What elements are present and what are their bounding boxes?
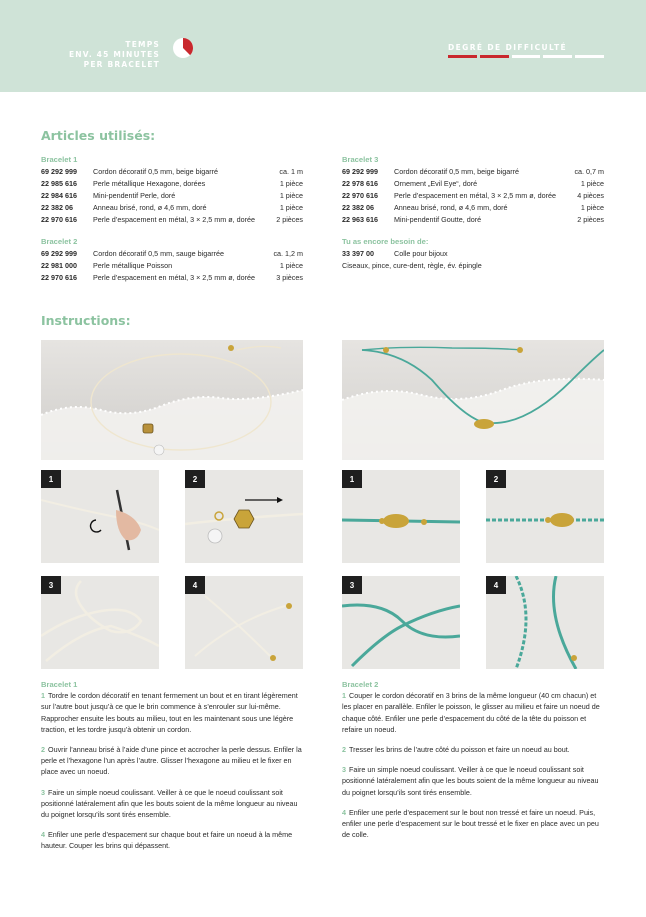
material-description: Cordon décoratif 0,5 mm, sauge bigarrée [93,249,225,258]
material-quantity: ca. 1,2 m [273,249,303,258]
material-quantity: 1 pièce [279,261,303,270]
bracelet2-step2-photo [486,470,604,563]
bracelet1-steps [41,690,303,851]
material-code: 22 970 616 [41,215,77,224]
bracelet2-materials-title: Bracelet 2 [41,237,78,246]
tools-list: Ciseaux, pince, cure-dent, règle, év. épingle [342,261,482,270]
difficulty-segment [512,55,541,58]
material-row [41,202,303,214]
material-description: Cordon décoratif 0,5 mm, beige bigarré [93,167,219,176]
material-description: Anneau brisé, rond, ø 4,6 mm, doré [93,203,207,212]
material-code: 69 292 999 [41,249,77,258]
bracelet2-finished-photo [342,340,604,460]
difficulty-meter [448,55,604,58]
difficulty-segment [543,55,572,58]
bracelet2-steps [342,690,604,840]
material-quantity: 1 pièce [279,191,303,200]
material-code: 22 970 616 [342,191,378,200]
material-code: 69 292 999 [41,167,77,176]
instruction-step [342,764,604,798]
difficulty-segment [575,55,604,58]
step-number-badge: 4 [486,576,506,594]
step-number-badge: 2 [185,470,205,488]
material-code: 22 382 06 [342,203,374,212]
bracelet1-step1-photo [41,470,159,563]
material-description: Cordon décoratif 0,5 mm, beige bigarré [394,167,520,176]
material-quantity: 1 pièce [580,203,604,212]
material-row [41,272,303,284]
material-code: 22 963 616 [342,215,378,224]
step-text: Tresser les brins de l’autre côté du poisson et faire un noeud au bout. [349,745,570,755]
material-code: 22 978 616 [342,179,378,188]
bracelet2-instructions [342,679,604,849]
material-description: Perle métallique Hexagone, dorées [93,179,206,188]
bracelet2-step4-photo [486,576,604,669]
material-quantity: 3 pièces [276,273,303,282]
time-value: ENV. 45 MINUTES [68,50,160,59]
bracelet1-step4-photo [185,576,303,669]
material-code: 22 984 616 [41,191,77,200]
material-row [41,260,303,272]
bracelet1-materials-title: Bracelet 1 [41,155,78,164]
step-text: Tordre le cordon décoratif en tenant fermement un bout et en tirant légèrement sur l’autre bout jusqu’à ce que le brin commence à s’enrouler sur lui-même. Rapprocher ensuite les bouts au milieu, tout en les maintenant sous une légère traction, et les tordre jusqu’à obtenir un cordon. [41,691,298,734]
material-code: 22 970 616 [41,273,77,282]
step-number-badge: 4 [185,576,205,594]
bracelet2-step1-photo [342,470,460,563]
instruction-step [41,744,303,778]
time-unit: PER BRACELET [83,60,160,69]
time-info [69,40,160,70]
bracelet3-materials-list [342,166,604,226]
material-description: Perle métallique Poisson [93,261,173,270]
bracelet2-instructions-title: Bracelet 2 [342,680,379,689]
step-number: 4 [41,830,45,840]
step-number-badge: 1 [342,470,362,488]
material-row [41,248,303,260]
material-code: 69 292 999 [342,167,378,176]
difficulty-segment [480,55,509,58]
material-description: Mini-pendentif Goutte, doré [394,215,482,224]
bracelet1-materials-list [41,166,303,226]
material-description: Ornement „Evil Eye“, doré [394,179,478,188]
difficulty-segment [448,55,477,58]
materials-left-column [41,154,303,284]
clock-icon [172,37,194,59]
materials-title: Articles utilisés: [41,128,156,143]
step-text: Enfiler une perle d’espacement sur chaque bout et faire un noeud à la même hauteur. Couper les brins qui dépassent. [41,830,293,851]
material-quantity: 2 pièces [276,215,303,224]
material-code: 22 382 06 [41,203,73,212]
step-number-badge: 3 [342,576,362,594]
material-row [342,190,604,202]
instruction-step [41,690,303,735]
material-row [342,214,604,226]
step-number: 3 [342,765,346,775]
header-band [0,0,646,92]
bracelet1-instructions-title: Bracelet 1 [41,680,78,689]
step-text: Ouvrir l’anneau brisé à l’aide d’une pince et accrocher la perle dessus. Enfiler la perle et l’hexagone l’un après l’autre. Glisser l’hexagone au milieu et le fixer en place avec un noeud. [41,745,302,777]
material-quantity: 4 pièces [577,191,604,200]
instruction-step [342,807,604,841]
material-row [342,166,604,178]
step-number-badge: 3 [41,576,61,594]
material-row [41,178,303,190]
material-row [342,178,604,190]
material-quantity: ca. 1 m [279,167,303,176]
instruction-step [41,829,303,851]
material-quantity: 1 pièce [279,179,303,188]
material-quantity: 1 pièce [279,203,303,212]
material-row [342,248,604,260]
step-number: 1 [41,691,45,701]
step-number: 1 [342,691,346,701]
step-text: Faire un simple noeud coulissant. Veiller à ce que le noeud coulissant soit positionné latéralement afin que les bouts soient de la même longueur au niveau du poignet lorsqu’ils sont tirés ensemble. [41,787,298,820]
material-row [342,202,604,214]
step-text: Faire un simple noeud coulissant. Veiller à ce que le noeud coulissant soit positionné latéralement afin que les bouts soient de la même longueur au niveau du poignet lorsqu’ils sont tirés ensemble. [342,765,599,797]
instructions-title: Instructions: [41,313,131,328]
material-description: Perle d’espacement en métal, 3 × 2,5 mm ø, dorée [93,273,255,282]
difficulty-label: DEGRÉ DE DIFFICULTÉ [448,43,567,52]
extra-materials-list [342,248,604,260]
material-code: 22 981 000 [41,261,77,270]
step-text: Enfiler une perle d’espacement sur le bout non tressé et faire un noeud. Puis, enfiler une perle d’espacement sur le bout tressé et le fixer en place avec un peu de colle. [342,807,599,840]
bracelet1-step3-photo [41,576,159,669]
material-row [41,190,303,202]
material-row [41,214,303,226]
bracelet1-instructions [41,679,303,861]
step-number: 3 [41,787,45,797]
material-quantity: 1 pièce [580,179,604,188]
bracelet3-materials-title: Bracelet 3 [342,155,379,164]
step-text: Couper le cordon décoratif en 3 brins de la même longueur (40 cm chacun) et les placer en parallèle. Enfiler le poisson, le glisser au milieu et faire un noeud de chaque côté. Enfiler une perle d’espacement du côté de la tête du poisson et refaire un noeud. [342,691,600,734]
instruction-step [342,690,604,735]
extra-materials-title: Tu as encore besoin de: [342,237,429,246]
step-number: 4 [342,807,346,817]
material-row [41,166,303,178]
bracelet2-materials-list [41,248,303,284]
bracelet2-step3-photo [342,576,460,669]
material-description: Colle pour bijoux [394,249,448,258]
material-description: Perle d’espacement en métal, 3 × 2,5 mm ø, dorée [394,191,556,200]
material-code: 33 397 00 [342,249,374,258]
material-description: Mini-pendentif Perle, doré [93,191,176,200]
materials-right-column [342,154,604,272]
material-description: Anneau brisé, rond, ø 4,6 mm, doré [394,203,508,212]
step-number-badge: 2 [486,470,506,488]
material-quantity: ca. 0,7 m [574,167,604,176]
material-description: Perle d’espacement en métal, 3 × 2,5 mm ø, dorée [93,215,255,224]
material-quantity [564,248,604,260]
time-label: TEMPS [125,40,160,49]
bracelet1-step2-photo [185,470,303,563]
material-quantity: 2 pièces [577,215,604,224]
step-number-badge: 1 [41,470,61,488]
step-number: 2 [342,745,346,755]
material-code: 22 985 616 [41,179,77,188]
instruction-step [342,744,604,755]
step-number: 2 [41,745,45,755]
bracelet1-finished-photo [41,340,303,460]
instruction-step [41,787,303,821]
